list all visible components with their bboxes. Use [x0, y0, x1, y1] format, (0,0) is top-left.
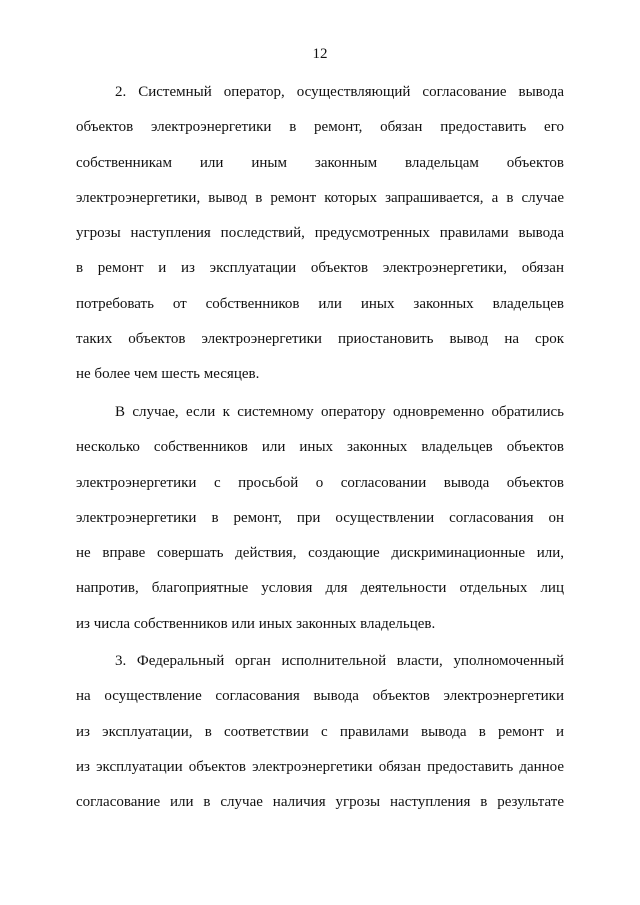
text-line: из эксплуатации, в соответствии с правилами вывода в ремонт и	[76, 723, 564, 740]
text-line: потребовать от собственников или иных законных владельцев	[76, 295, 564, 312]
text-line: 2. Системный оператор, осуществляющий согласование вывода	[115, 84, 564, 100]
text-line: из числа собственников или иных законных владельцев.	[76, 615, 436, 632]
paragraph-1	[76, 82, 564, 400]
text-line: на осуществление согласования вывода объектов электроэнергетики	[76, 688, 564, 705]
text-line: собственникам или иным законным владельцам объектов	[76, 154, 564, 171]
text-line: согласование или в случае наличия угрозы наступления в результате	[76, 794, 564, 811]
page-number: 12	[312, 46, 328, 62]
text-line: объектов электроэнергетики в ремонт, обязан предоставить его	[76, 119, 564, 136]
text-line: таких объектов электроэнергетики приостановить вывод на срок	[76, 331, 564, 348]
text-line: несколько собственников или иных законных владельцев объектов	[76, 439, 564, 456]
text-line: не вправе совершать действия, создающие дискриминационные или,	[76, 545, 564, 562]
text-line: из эксплуатации объектов электроэнергетики обязан предоставить данное	[76, 758, 564, 775]
text-line: электроэнергетики в ремонт, при осуществлении согласования он	[76, 509, 564, 526]
text-line: угрозы наступления последствий, предусмотренных правилами вывода	[76, 225, 564, 242]
text-line: не более чем шесть месяцев.	[76, 366, 260, 383]
text-line: напротив, благоприятные условия для деятельности отдельных лиц	[76, 580, 564, 597]
text-line: электроэнергетики с просьбой о согласовании вывода объектов	[76, 474, 564, 491]
text-line: электроэнергетики, вывод в ремонт которых запрашивается, а в случае	[76, 189, 564, 206]
paragraph-2	[76, 402, 564, 649]
text-line: в ремонт и из эксплуатации объектов электроэнергетики, обязан	[76, 260, 564, 277]
text-line: В случае, если к системному оператору одновременно обратились	[115, 404, 564, 420]
text-line: 3. Федеральный орган исполнительной власти, уполномоченный	[115, 653, 564, 669]
paragraph-3	[76, 651, 564, 827]
